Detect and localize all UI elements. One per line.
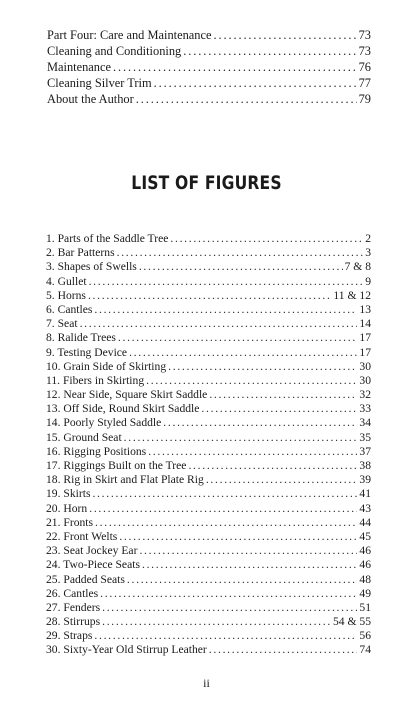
dot-leader	[89, 502, 357, 516]
figure-title: 24. Two-Piece Seats	[46, 558, 140, 572]
figure-title: 26. Cantles	[46, 586, 99, 600]
figure-page: 34	[359, 416, 371, 430]
figure-page: 30	[359, 359, 371, 373]
figure-entry	[46, 473, 371, 487]
toc-entry-page: 73	[358, 44, 371, 58]
figure-entry	[46, 416, 371, 430]
dot-leader	[206, 473, 358, 487]
dot-leader	[139, 260, 343, 274]
toc-entry-title: Maintenance	[47, 60, 111, 74]
figure-page: 38	[359, 459, 371, 472]
figure-title: 14. Poorly Styled Saddle	[46, 416, 162, 430]
dot-leader	[209, 643, 358, 657]
figure-title: 30. Sixty-Year Old Stirrup Leather	[46, 643, 207, 657]
figure-page: 33	[359, 402, 371, 416]
figure-page: 46	[359, 558, 371, 572]
figure-title: 21. Fronts	[46, 515, 94, 529]
dot-leader	[94, 629, 357, 643]
figure-title: 2. Bar Patterns	[46, 246, 115, 260]
figure-entry	[46, 275, 371, 289]
dot-leader	[163, 416, 357, 430]
section-heading: LIST OF FIGURES	[131, 172, 282, 194]
dot-leader	[117, 246, 364, 260]
figure-page: 14	[359, 317, 371, 331]
figure-page: 54 & 55	[332, 615, 371, 629]
figure-title: 18. Rig in Skirt and Flat Plate Rig	[46, 473, 204, 487]
figure-title: 3. Shapes of Swells	[46, 260, 137, 274]
figure-title: 17. Riggings Built on the Tree	[46, 459, 187, 472]
figure-title: 11. Fibers in Skirting	[46, 373, 145, 387]
dot-leader	[118, 331, 358, 345]
figure-title: 25. Padded Seats	[46, 572, 125, 586]
figure-page: 45	[359, 529, 371, 543]
figure-entry	[46, 615, 371, 629]
figure-entry	[46, 303, 371, 317]
dot-leader	[201, 402, 357, 416]
figure-page: 3	[365, 246, 371, 260]
dot-leader	[139, 544, 357, 558]
figure-entry	[46, 643, 371, 657]
dot-leader	[183, 43, 356, 59]
figure-title: 27. Fenders	[46, 600, 101, 614]
toc-entry-page: 73	[358, 28, 371, 42]
figure-title: 1. Parts of the Saddle Tree	[46, 232, 169, 245]
toc-entry	[47, 75, 371, 91]
dot-leader	[170, 232, 363, 246]
figure-title: 19. Skirts	[46, 487, 91, 501]
figure-entry	[46, 346, 371, 360]
dot-leader	[142, 558, 357, 572]
figure-entry	[46, 445, 371, 459]
dot-leader	[188, 459, 357, 473]
figure-page: 17	[359, 331, 371, 345]
figure-title: 7. Seat	[46, 317, 78, 331]
figure-page: 43	[359, 501, 371, 515]
toc-entry	[47, 59, 371, 75]
toc-entry	[47, 91, 371, 107]
figure-page: 7 & 8	[344, 260, 371, 274]
toc-entry-page: 79	[358, 92, 371, 106]
toc-entry-page: 77	[358, 76, 371, 90]
figure-title: 8. Ralide Trees	[46, 331, 116, 345]
figure-entry	[46, 629, 371, 643]
figure-entry	[46, 374, 371, 388]
dot-leader	[136, 91, 357, 107]
figure-title: 28. Stirrups	[46, 615, 101, 629]
figure-entry	[46, 260, 371, 274]
figure-page: 17	[359, 345, 371, 359]
figure-page: 37	[359, 444, 371, 458]
figure-title: 10. Grain Side of Skirting	[46, 359, 167, 373]
dot-leader	[146, 374, 357, 388]
dot-leader	[102, 615, 331, 629]
figure-page: 11 & 12	[333, 288, 371, 302]
dot-leader	[92, 487, 357, 501]
figure-page: 2	[365, 232, 371, 245]
figure-entry	[46, 388, 371, 402]
figure-page: 44	[359, 515, 371, 529]
list-of-figures	[46, 232, 371, 658]
figure-title: 13. Off Side, Round Skirt Saddle	[46, 402, 200, 416]
figure-page: 51	[359, 600, 371, 614]
figure-page: 48	[359, 572, 371, 586]
figure-title: 6. Cantles	[46, 302, 93, 316]
dot-leader	[213, 27, 356, 43]
figure-entry	[46, 246, 371, 260]
toc-entry	[47, 43, 371, 59]
dot-leader	[95, 516, 357, 530]
figure-entry	[46, 587, 371, 601]
figure-entry	[46, 402, 371, 416]
figure-page: 39	[359, 473, 371, 487]
page-number: ii	[203, 676, 210, 690]
dot-leader	[102, 601, 357, 615]
figure-page: 30	[359, 373, 371, 387]
toc-entry-page: 76	[358, 60, 371, 74]
toc-entry-title: Cleaning and Conditioning	[47, 44, 182, 58]
dot-leader	[100, 587, 357, 601]
figure-entry	[46, 502, 371, 516]
figure-page: 35	[359, 430, 371, 444]
toc-entry-title: Cleaning Silver Trim	[47, 76, 152, 90]
figure-entry	[46, 431, 371, 445]
figure-entry	[46, 544, 371, 558]
figure-entry	[46, 516, 371, 530]
figure-entry	[46, 558, 371, 572]
dot-leader	[113, 59, 357, 75]
figure-page: 56	[359, 629, 371, 643]
figure-title: 5. Horns	[46, 288, 86, 302]
figure-title: 9. Testing Device	[46, 345, 128, 359]
dot-leader	[80, 317, 358, 331]
toc-entry	[47, 27, 371, 43]
dot-leader	[88, 289, 331, 303]
figure-title: 4. Gullet	[46, 274, 87, 288]
dot-leader	[89, 275, 364, 289]
figure-page: 9	[365, 274, 371, 288]
dot-leader	[154, 75, 357, 91]
toc-entry-title: About the Author	[47, 92, 134, 106]
dot-leader	[119, 530, 357, 544]
figure-page: 32	[359, 388, 371, 402]
dot-leader	[129, 346, 357, 360]
dot-leader	[127, 573, 358, 587]
figure-entry	[46, 289, 371, 303]
figure-entry	[46, 232, 371, 246]
figure-title: 22. Front Welts	[46, 529, 118, 543]
dot-leader	[124, 431, 358, 445]
figure-page: 74	[359, 643, 371, 657]
figure-title: 15. Ground Seat	[46, 430, 122, 444]
figure-entry	[46, 331, 371, 345]
figure-entry	[46, 317, 371, 331]
contents-continued	[47, 27, 371, 107]
figure-title: 16. Rigging Positions	[46, 444, 147, 458]
figure-title: 29. Straps	[46, 629, 93, 643]
toc-entry-title: Part Four: Care and Maintenance	[47, 28, 212, 42]
figure-entry	[46, 601, 371, 615]
figure-entry	[46, 487, 371, 501]
dot-leader	[168, 360, 357, 374]
figure-entry	[46, 459, 371, 473]
figure-title: 12. Near Side, Square Skirt Saddle	[46, 388, 208, 402]
figure-page: 49	[359, 586, 371, 600]
dot-leader	[148, 445, 357, 459]
figure-entry	[46, 360, 371, 374]
figure-entry	[46, 573, 371, 587]
figure-page: 13	[359, 302, 371, 316]
dot-leader	[209, 388, 357, 402]
dot-leader	[94, 303, 357, 317]
figure-title: 20. Horn	[46, 501, 88, 515]
figure-entry	[46, 530, 371, 544]
figure-page: 46	[359, 544, 371, 558]
figure-title: 23. Seat Jockey Ear	[46, 544, 138, 558]
figure-page: 41	[359, 487, 371, 501]
